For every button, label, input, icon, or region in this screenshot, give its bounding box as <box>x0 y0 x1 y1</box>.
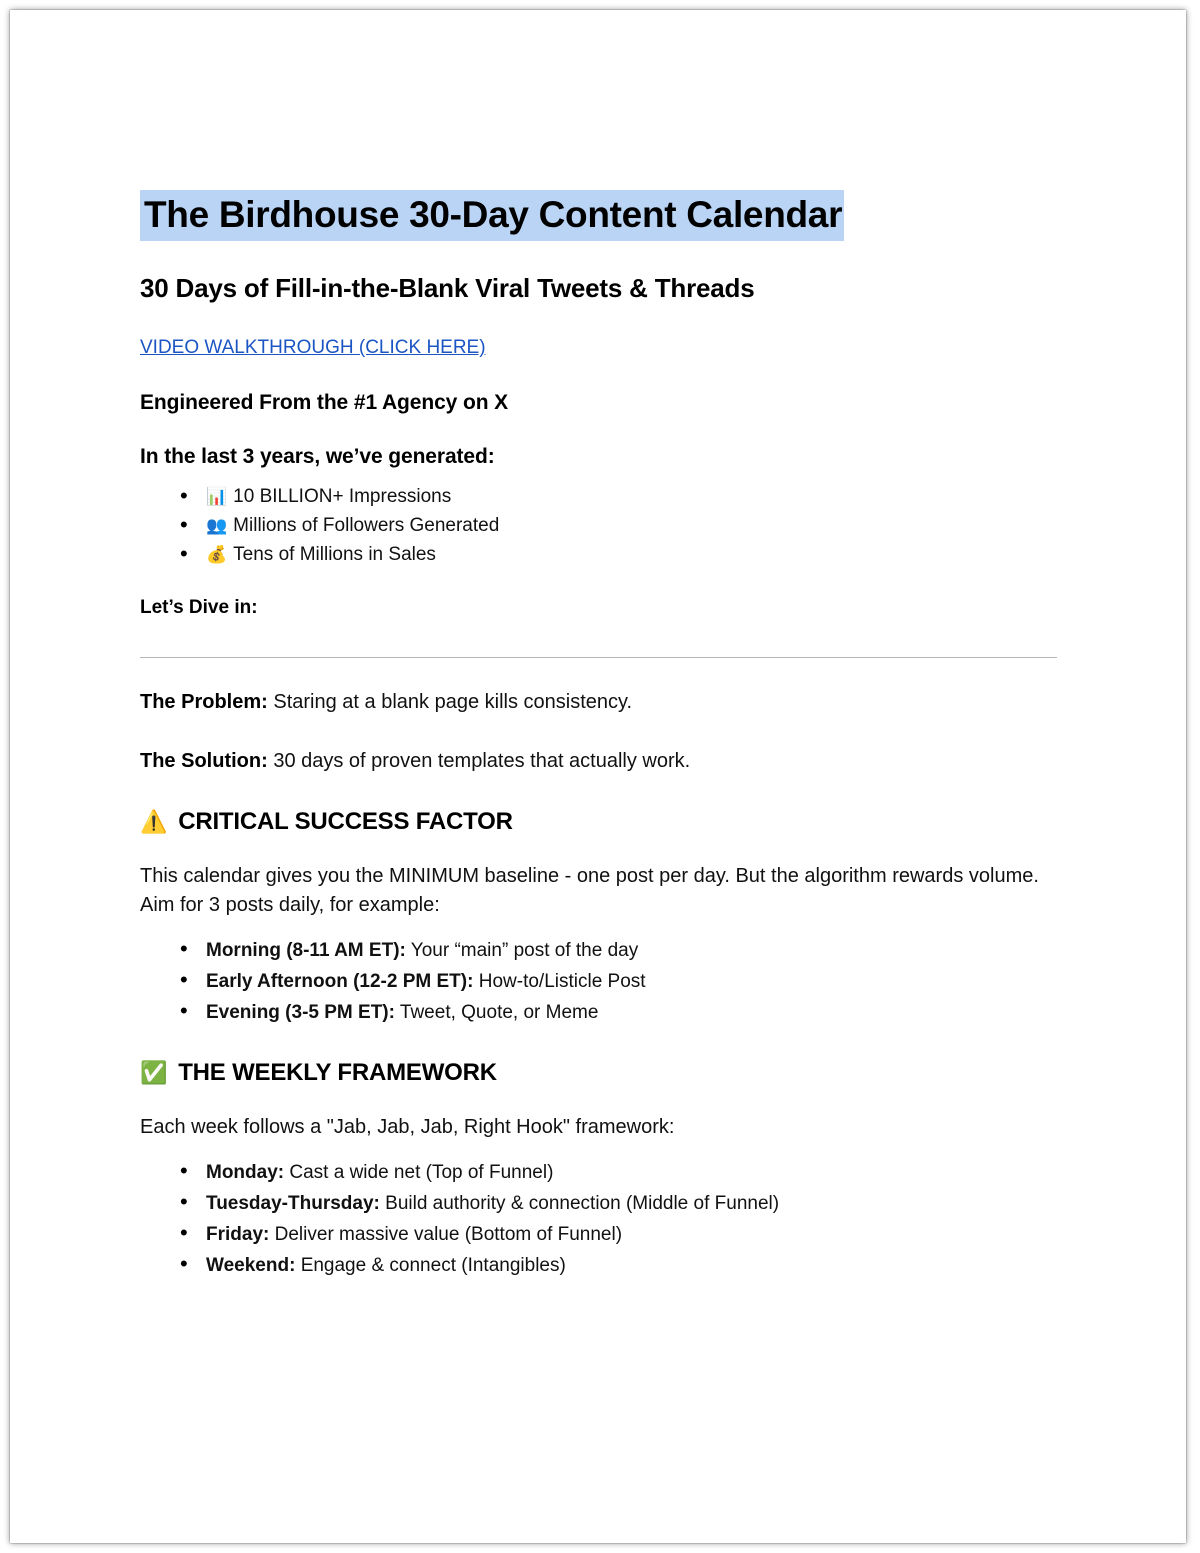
solution-label: The Solution: <box>140 750 268 772</box>
schedule-text: Your “main” post of the day <box>410 940 639 961</box>
day-label: Weekend: <box>206 1255 296 1276</box>
problem-text: Staring at a blank page kills consistency. <box>273 691 633 713</box>
list-item <box>206 512 1060 540</box>
weekly-framework-body: Each week follows a "Jab, Jab, Jab, Right Hook" framework: <box>140 1116 675 1138</box>
list-item <box>206 1251 1060 1280</box>
stat-text: Millions of Followers Generated <box>233 515 500 536</box>
weekly-framework-list <box>140 1158 1060 1280</box>
critical-success-body: This calendar gives you the MINIMUM baseline - one post per day. But the algorithm rewards volume. Aim for 3 posts daily, for example: <box>140 865 1039 916</box>
list-item <box>206 483 1060 511</box>
page-subtitle: 30 Days of Fill-in-the-Blank Viral Tweets & Threads <box>140 273 755 303</box>
engineered-heading: Engineered From the #1 Agency on X <box>140 391 509 414</box>
problem-paragraph <box>140 688 1060 717</box>
critical-success-heading <box>140 808 1060 836</box>
schedule-text: Tweet, Quote, or Meme <box>399 1002 599 1023</box>
solution-text: 30 days of proven templates that actually work. <box>273 750 691 772</box>
list-item <box>206 1189 1060 1218</box>
list-item <box>206 967 1060 996</box>
critical-success-heading-text: CRITICAL SUCCESS FACTOR <box>178 808 513 835</box>
weekly-framework-heading-text: THE WEEKLY FRAMEWORK <box>178 1059 497 1086</box>
list-item <box>206 1220 1060 1249</box>
warning-emoji: ⚠️ <box>140 809 168 834</box>
schedule-label: Morning (8-11 AM ET): <box>206 940 406 961</box>
day-text: Cast a wide net (Top of Funnel) <box>289 1162 554 1183</box>
schedule-label: Early Afternoon (12-2 PM ET): <box>206 971 474 992</box>
page-title-line <box>140 196 1060 233</box>
video-walkthrough-link[interactable]: VIDEO WALKTHROUGH (CLICK HERE) <box>140 337 486 358</box>
generated-heading: In the last 3 years, we’ve generated: <box>140 445 495 468</box>
day-label: Monday: <box>206 1162 285 1183</box>
page-title: The Birdhouse 30-Day Content Calendar <box>140 190 844 241</box>
solution-paragraph <box>140 747 1060 776</box>
problem-label: The Problem: <box>140 691 268 713</box>
document-content <box>140 0 1060 1282</box>
stat-text: 10 BILLION+ Impressions <box>233 486 452 507</box>
divider <box>140 657 1057 658</box>
day-text: Deliver massive value (Bottom of Funnel) <box>274 1224 623 1245</box>
bar-chart-emoji: 📊 <box>206 487 228 506</box>
lets-dive-in-heading: Let’s Dive in: <box>140 597 258 618</box>
people-emoji: 👥 <box>206 516 228 535</box>
check-mark-emoji: ✅ <box>140 1060 168 1085</box>
schedule-text: How-to/Listicle Post <box>478 971 646 992</box>
list-item <box>206 998 1060 1027</box>
schedule-label: Evening (3-5 PM ET): <box>206 1002 395 1023</box>
list-item <box>206 936 1060 965</box>
stats-list <box>140 483 1060 569</box>
day-label: Friday: <box>206 1224 270 1245</box>
list-item <box>206 541 1060 569</box>
weekly-framework-heading <box>140 1059 1060 1087</box>
list-item <box>206 1158 1060 1187</box>
day-label: Tuesday-Thursday: <box>206 1193 380 1214</box>
posting-schedule-list <box>140 936 1060 1027</box>
money-bag-emoji: 💰 <box>206 545 228 564</box>
day-text: Engage & connect (Intangibles) <box>300 1255 566 1276</box>
day-text: Build authority & connection (Middle of Funnel) <box>385 1193 780 1214</box>
stat-text: Tens of Millions in Sales <box>233 544 436 565</box>
